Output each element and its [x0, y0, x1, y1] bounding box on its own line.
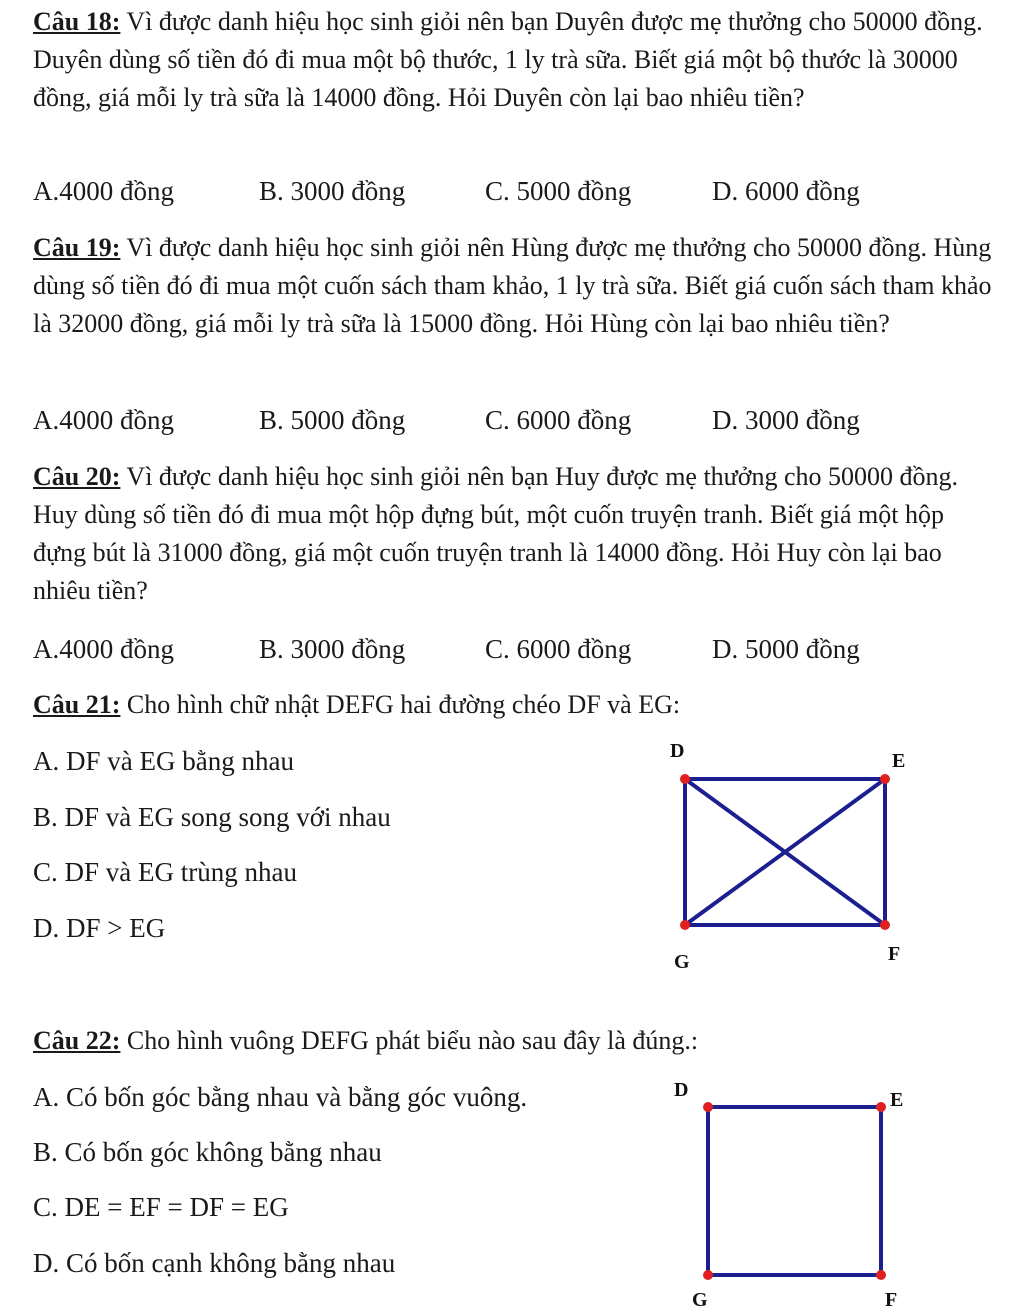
question-18-text [33, 3, 993, 117]
q18-option-c[interactable]: C. 5000 đồng [485, 176, 632, 206]
q20-option-d[interactable]: D. 5000 đồng [712, 634, 860, 664]
q21-option-a[interactable]: A. DF và EG bằng nhau [33, 746, 294, 776]
question-22-text [33, 1022, 993, 1060]
point-d [703, 1102, 713, 1112]
label-g: G [674, 951, 690, 973]
label-d: D [674, 1079, 689, 1101]
q21-option-c[interactable]: C. DF và EG trùng nhau [33, 857, 297, 887]
question-18-label: Câu 18: [33, 7, 121, 36]
q22-option-b[interactable]: B. Có bốn góc không bằng nhau [33, 1137, 382, 1167]
point-e [876, 1102, 886, 1112]
label-f: F [888, 943, 901, 965]
question-20-label: Câu 20: [33, 462, 121, 491]
question-21-body: Cho hình chữ nhật DEFG hai đường chéo DF và EG: [120, 690, 681, 719]
label-d: D [670, 740, 685, 762]
question-20-text [33, 458, 993, 610]
point-e [880, 774, 890, 784]
square-sides [708, 1107, 881, 1275]
square-defg-figure [660, 1070, 930, 1307]
point-f [876, 1270, 886, 1280]
label-e: E [892, 750, 906, 772]
question-21-label: Câu 21: [33, 690, 121, 719]
point-g [703, 1270, 713, 1280]
label-f: F [885, 1289, 898, 1307]
q22-option-c[interactable]: C. DE = EF = DF = EG [33, 1192, 289, 1222]
q19-option-b[interactable]: B. 5000 đồng [259, 405, 406, 435]
question-21-text [33, 686, 993, 724]
q20-option-a[interactable]: A.4000 đồng [33, 634, 174, 664]
point-d [680, 774, 690, 784]
question-18-body: Vì được danh hiệu học sinh giỏi nên bạn Duyên được mẹ thưởng cho 50000 đồng. Duyên dùng số tiền đó đi mua một bộ thước, 1 ly trà sữa. Biết giá một bộ thước là 30000 đồng, giá mỗi ly trà sữa là 14000 đồng. Hỏi Duyên còn lại bao nhiêu tiền? [33, 7, 983, 112]
question-20-body: Vì được danh hiệu học sinh giỏi nên bạn Huy được mẹ thưởng cho 50000 đồng. Huy dùng số tiền đó đi mua một hộp đựng bút, một cuốn truyện tranh. Biết giá một hộp đựng bút là 31000 đồng, giá một cuốn truyện tranh là 14000 đồng. Hỏi Huy còn lại bao nhiêu tiền? [33, 462, 959, 605]
q19-option-c[interactable]: C. 6000 đồng [485, 405, 632, 435]
q21-option-b[interactable]: B. DF và EG song song với nhau [33, 802, 391, 832]
q18-option-b[interactable]: B. 3000 đồng [259, 176, 406, 206]
question-20-options [33, 629, 993, 669]
label-e: E [890, 1089, 904, 1111]
question-19-options [33, 400, 993, 440]
q19-option-a[interactable]: A.4000 đồng [33, 405, 174, 435]
question-19-body: Vì được danh hiệu học sinh giỏi nên Hùng được mẹ thưởng cho 50000 đồng. Hùng dùng số tiền đó đi mua một cuốn sách tham khảo, 1 ly trà sữa. Biết giá cuốn sách tham khảo là 32000 đồng, giá mỗi ly trà sữa là 15000 đồng. Hỏi Hùng còn lại bao nhiêu tiền? [33, 233, 992, 338]
q20-option-b[interactable]: B. 3000 đồng [259, 634, 406, 664]
q22-option-a[interactable]: A. Có bốn góc bằng nhau và bằng góc vuông. [33, 1082, 528, 1112]
label-g: G [692, 1289, 708, 1307]
question-22-label: Câu 22: [33, 1026, 121, 1055]
q19-option-d[interactable]: D. 3000 đồng [712, 405, 860, 435]
question-19-label: Câu 19: [33, 233, 121, 262]
rectangle-defg-figure [660, 735, 930, 975]
question-18-options [33, 171, 993, 211]
point-f [880, 920, 890, 930]
q18-option-d[interactable]: D. 6000 đồng [712, 176, 860, 206]
q21-option-d[interactable]: D. DF > EG [33, 913, 166, 943]
q18-option-a[interactable]: A.4000 đồng [33, 176, 174, 206]
q22-option-d[interactable]: D. Có bốn cạnh không bằng nhau [33, 1248, 396, 1278]
question-22-body: Cho hình vuông DEFG phát biểu nào sau đây là đúng.: [120, 1026, 699, 1055]
point-g [680, 920, 690, 930]
q20-option-c[interactable]: C. 6000 đồng [485, 634, 632, 664]
question-19-text [33, 229, 993, 343]
